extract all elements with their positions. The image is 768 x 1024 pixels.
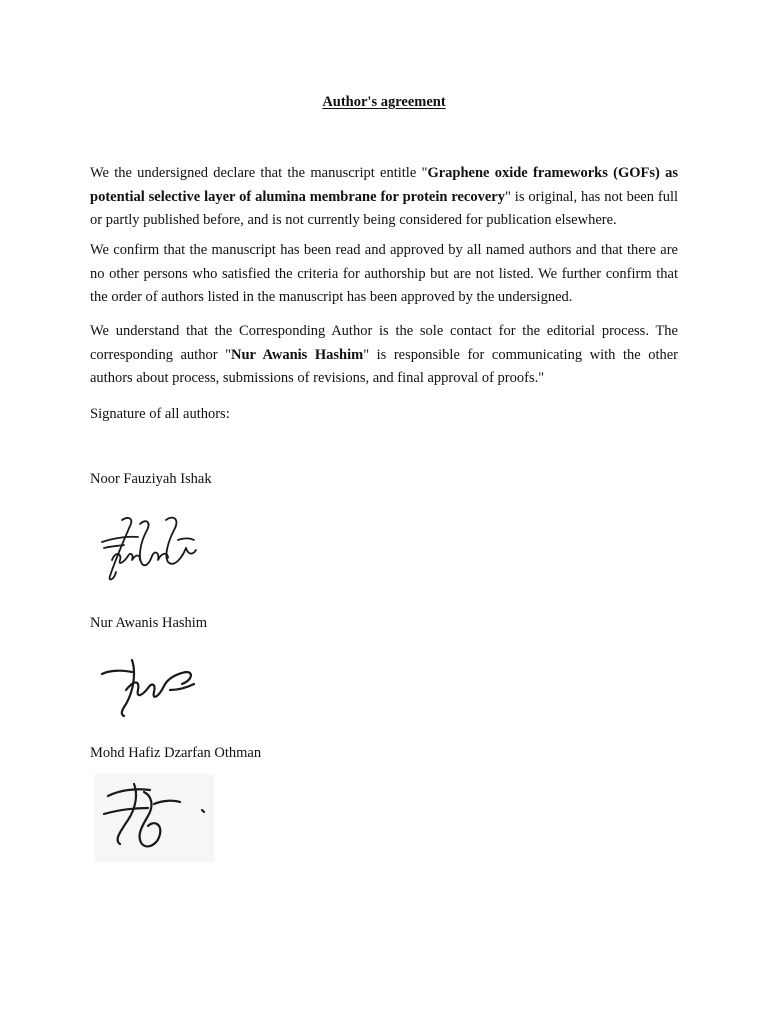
signature-heading: Signature of all authors: [90,406,230,422]
author-name-1: Noor Fauziyah Ishak [90,471,212,487]
signature-2-icon [96,650,200,722]
declaration-prefix: We the undersigned declare that the manuscript entitle " [90,165,428,181]
signature-3-icon [94,774,214,862]
declaration-suffix: " is original, has not been full or partly published before, and is not currently being considered for publication elsewhere. [90,188,679,228]
author-name-3: Mohd Hafiz Dzarfan Othman [90,745,262,761]
corresponding-suffix: " is responsible for communicating with the other authors about process, submissions of revisions, and final approval of proofs." [90,346,678,386]
manuscript-title: Graphene oxide frameworks (GOFs) as potential selective layer of alumina membrane for protein recovery [90,165,678,205]
document-title: Author's agreement [322,94,446,110]
confirmation-paragraph: We confirm that the manuscript has been read and approved by all named authors and that there are no other persons who satisfied the criteria for authorship but are not listed. We further confirm that the order of authors listed in the manuscript has been approved by the undersigned. [90,242,678,305]
corresponding-prefix: We understand that the Corresponding Author is the sole contact for the editorial process. The corresponding author " [90,323,678,363]
declaration-paragraph [90,162,678,233]
corresponding-author-name: Nur Awanis Hashim [231,346,364,363]
corresponding-author-paragraph [90,320,678,391]
author-name-2: Nur Awanis Hashim [90,615,208,631]
signature-1-icon [94,510,204,590]
